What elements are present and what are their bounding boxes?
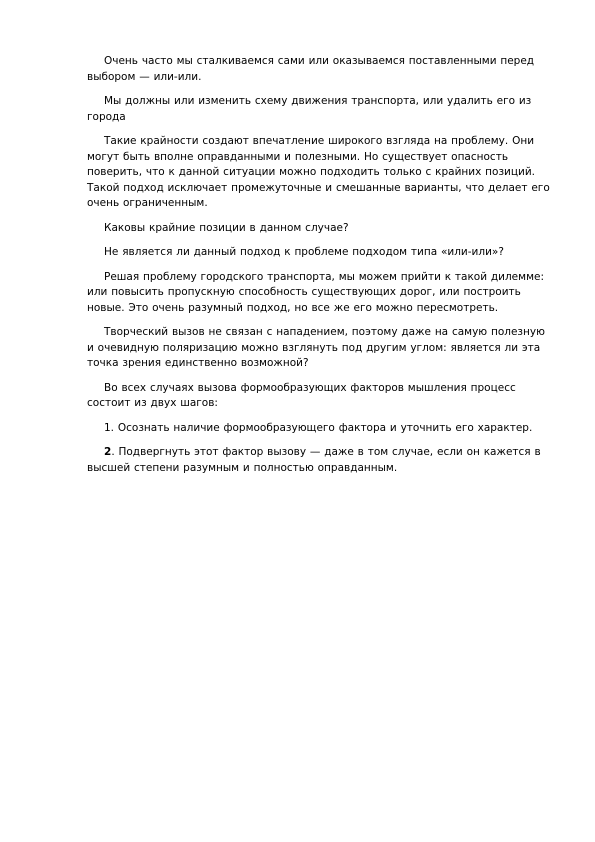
paragraph-5: Не является ли данный подход к проблеме подходом типа «или-или»? (104, 246, 504, 258)
paragraph-3: Такие крайности создают впечатление широкого взгляда на проблему. Они могут быть вполне оправданными и полезными. Но существует опасность поверить, что к данной ситуации можно подходить только с крайних позиций. Такой подход исключает промежуточные и смешанные варианты, что делает его очень ограниченным. (87, 135, 550, 209)
step-1-text: Осознать наличие формообразующего фактора и уточнить его характер. (114, 421, 533, 434)
paragraph-8: Во всех случаях вызова формообразующих факторов мышления процесс состоит из двух шагов: (87, 381, 516, 409)
paragraph-2: Мы должны или изменить схему движения транспорта, или удалить его из города (87, 95, 532, 123)
step-2-number: 2 (104, 446, 112, 458)
paragraph-6: Решая проблему городского транспорта, мы можем прийти к такой дилемме: или повысить пропускную способность существующих дорог, или построить новые. Это очень разумный подход, но все же его можно пересмотреть. (87, 270, 544, 314)
document-body (87, 54, 555, 485)
paragraph-4: Каковы крайние позиции в данном случае? (104, 221, 349, 234)
paragraph-7: Творческий вызов не связан с нападением, поэтому даже на самую полезную и очевидную поляризацию можно взглянуть под другим углом: является ли эта точка зрения единственно возможной? (87, 326, 545, 369)
step-1 (87, 421, 555, 437)
step-1-number: 1. (104, 421, 115, 434)
paragraph-1: Очень часто мы сталкиваемся сами или оказываемся поставленными перед выбором — или-или. (87, 55, 535, 83)
step-2 (87, 445, 555, 476)
step-2-text: . Подвергнуть этот фактор вызову — даже в том случае, если он кажется в высшей степени разумным и полностью оправданным. (87, 446, 541, 474)
